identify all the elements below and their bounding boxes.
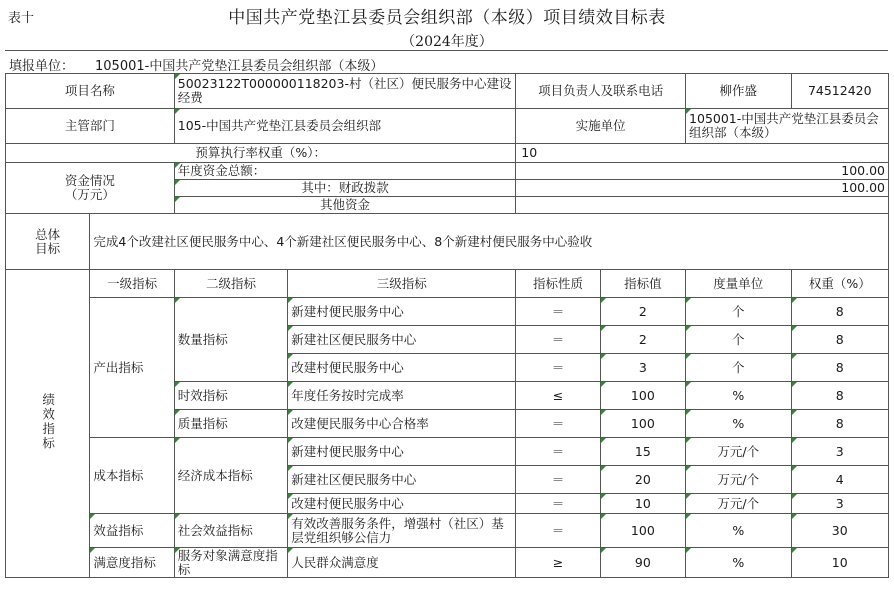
weight-cell: 8: [791, 298, 888, 326]
unit-cell: 个: [686, 326, 791, 354]
l1-benefit: 效益指标: [90, 514, 174, 548]
weight-cell: 4: [791, 466, 888, 494]
table-row: [6, 548, 889, 578]
l3-cell: 年度任务按时完成率: [288, 382, 516, 410]
l2-economic-cost: 经济成本指标: [174, 438, 288, 514]
budget-weight-label: [6, 144, 516, 163]
nature-cell: ＝: [516, 514, 600, 548]
l3-cell: 人民群众满意度: [288, 548, 516, 578]
funds-label: [6, 163, 175, 214]
impl-unit-label: 实施单位: [516, 109, 686, 144]
l2-timeliness: 时效指标: [174, 382, 288, 410]
l1-cost: 成本指标: [90, 438, 174, 514]
l2-service-satisfaction: 服务对象满意度指标: [174, 548, 288, 578]
weight-cell: 8: [791, 326, 888, 354]
weight-cell: 10: [791, 548, 888, 578]
header-nature: 指标性质: [516, 270, 600, 298]
header-weight: 权重（%）: [791, 270, 888, 298]
value-cell: 10: [600, 494, 685, 514]
weight-cell: 8: [791, 382, 888, 410]
funds-total-value: 100.00: [516, 163, 889, 180]
project-name-label: 项目名称: [6, 74, 175, 109]
value-cell: 90: [600, 548, 685, 578]
weight-cell: 3: [791, 494, 888, 514]
l3-cell: 新建村便民服务中心: [288, 298, 516, 326]
reporting-unit-label: 填报单位：: [9, 59, 75, 74]
value-cell: 100: [600, 410, 685, 438]
performance-table: [5, 73, 889, 578]
nature-cell: ＝: [516, 438, 600, 466]
reporting-unit-row: [5, 50, 888, 73]
unit-cell: 万元/个: [686, 494, 791, 514]
weight-cell: 8: [791, 354, 888, 382]
l2-quantity: 数量指标: [174, 298, 288, 382]
unit-cell: %: [686, 382, 791, 410]
value-cell: 15: [600, 438, 685, 466]
l3-cell: 改建便民服务中心合格率: [288, 410, 516, 438]
unit-cell: %: [686, 548, 791, 578]
budget-weight-value: [516, 144, 889, 163]
dept-value: 105-中国共产党垫江县委员会组织部: [174, 109, 516, 144]
unit-cell: %: [686, 514, 791, 548]
weight-cell: 3: [791, 438, 888, 466]
funds-other-label: 其他资金: [174, 197, 516, 214]
project-name-value: 50023122T000000118203-村（社区）便民服务中心建设经费: [174, 74, 516, 109]
l1-output: 产出指标: [90, 298, 174, 438]
nature-cell: ＝: [516, 354, 600, 382]
table-row: [6, 514, 889, 548]
weight-cell: 30: [791, 514, 888, 548]
nature-cell: ＝: [516, 326, 600, 354]
nature-cell: ≤: [516, 382, 600, 410]
l3-cell: 新建村便民服务中心: [288, 438, 516, 466]
table-row: [6, 438, 889, 466]
funds-fiscal-label: 其中：财政拨款: [174, 180, 516, 197]
value-cell: 3: [600, 354, 685, 382]
table-row: [6, 298, 889, 326]
page-title: 中国共产党垫江县委员会组织部（本级）项目绩效目标表: [228, 8, 666, 28]
unit-cell: 个: [686, 298, 791, 326]
value-cell: 100: [600, 382, 685, 410]
header-l1: 一级指标: [90, 270, 174, 298]
contact-name: 柳作盛: [686, 74, 791, 109]
l3-cell: 新建社区便民服务中心: [288, 326, 516, 354]
budget-weight-text: 预算执行率权重（%）：: [195, 145, 326, 161]
value-cell: 2: [600, 298, 685, 326]
unit-cell: 个: [686, 354, 791, 382]
unit-cell: 万元/个: [686, 466, 791, 494]
unit-cell: 万元/个: [686, 438, 791, 466]
goal-label: [6, 214, 90, 270]
table-number: 表十: [8, 11, 35, 26]
nature-cell: ＝: [516, 494, 600, 514]
contact-phone: 74512420: [791, 74, 888, 109]
page-year: （2024年度）: [401, 34, 493, 50]
nature-cell: ≥: [516, 548, 600, 578]
funds-label-text: 资金情况 （万元）: [64, 173, 115, 202]
value-cell: 100: [600, 514, 685, 548]
l3-cell: 有效改善服务条件，增强村（社区）基层党组织够公信力: [288, 514, 516, 548]
l3-cell: 改建村便民服务中心: [288, 354, 516, 382]
nature-cell: ＝: [516, 410, 600, 438]
l1-satisfaction: 满意度指标: [90, 548, 174, 578]
header-l3: 三级指标: [288, 270, 516, 298]
l3-cell: 改建村便民服务中心: [288, 494, 516, 514]
goal-text: 完成4个改建社区便民服务中心、4个新建社区便民服务中心、8个新建村便民服务中心验收: [90, 214, 889, 270]
impl-unit-value: 105001-中国共产党垫江县委员会组织部（本级）: [686, 109, 889, 144]
l3-cell: 新建社区便民服务中心: [288, 466, 516, 494]
value-cell: 20: [600, 466, 685, 494]
nature-cell: ＝: [516, 298, 600, 326]
perf-label-text: 绩效指标: [40, 393, 56, 452]
header-l2: 二级指标: [174, 270, 288, 298]
header-unit: 度量单位: [686, 270, 791, 298]
contact-label: 项目负责人及联系电话: [516, 74, 686, 109]
goal-label-text: 总体 目标: [35, 226, 61, 256]
l2-quality: 质量指标: [174, 410, 288, 438]
nature-cell: ＝: [516, 466, 600, 494]
header-value: 指标值: [600, 270, 685, 298]
weight-cell: 8: [791, 410, 888, 438]
funds-fiscal-value: 100.00: [516, 180, 889, 197]
unit-cell: %: [686, 410, 791, 438]
value-cell: 2: [600, 326, 685, 354]
perf-label: [6, 270, 90, 578]
reporting-unit-value: 105001-中国共产党垫江县委员会组织部（本级）: [95, 59, 384, 74]
funds-other-value: [516, 197, 889, 214]
l2-social-benefit: 社会效益指标: [174, 514, 288, 548]
dept-label: 主管部门: [6, 109, 175, 144]
budget-weight-number: 10: [521, 145, 538, 161]
funds-total-label: 年度资金总额：: [174, 163, 516, 180]
